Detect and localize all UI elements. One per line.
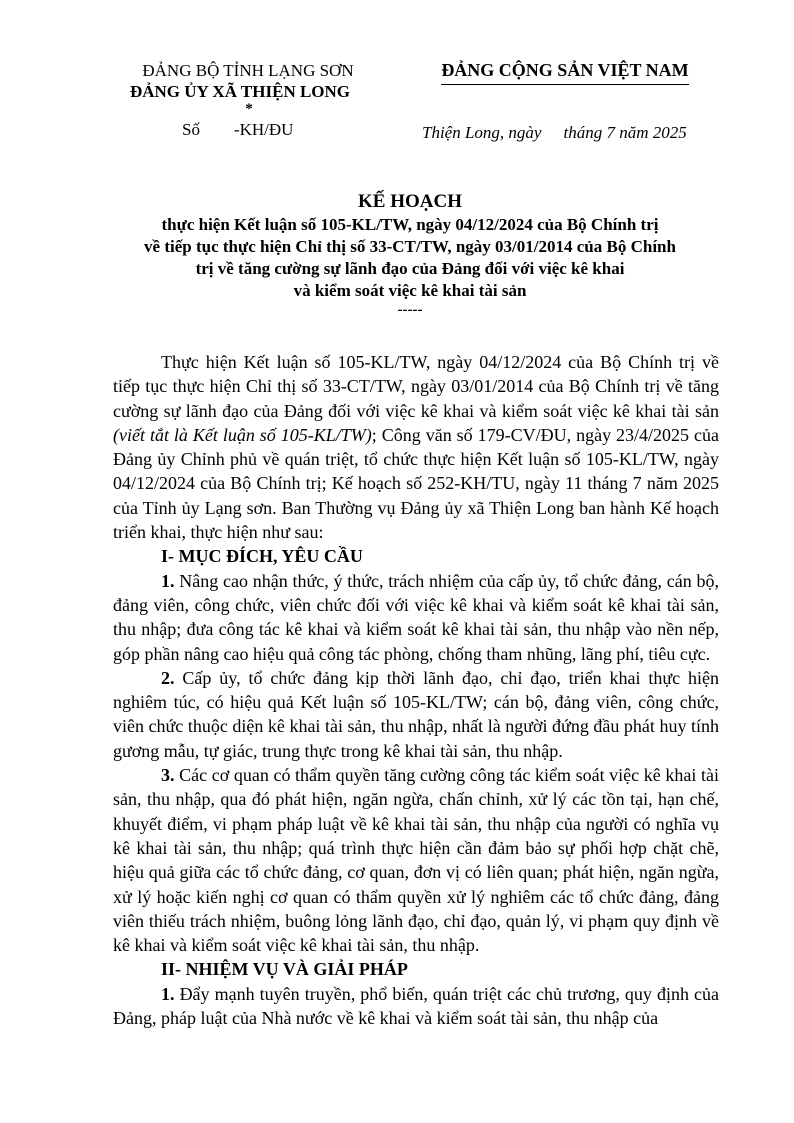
item-number: 1.	[161, 570, 175, 591]
national-header	[420, 58, 710, 145]
subtitle-line: thực hiện Kết luận số 105-KL/TW, ngày 04/12/2024 của Bộ Chính trị	[161, 215, 659, 234]
issuing-organization: ĐẢNG ỦY XÃ THIỆN LONG	[129, 82, 351, 101]
list-item: 3. Các cơ quan có thẩm quyền tăng cường công tác kiểm soát việc kê khai tài sản, thu nhập, qua đó phát hiện, ngăn ngừa, chấn chỉnh, xử lý các tồn tại, hạn chế, khuyết điểm, vi phạm pháp luật về kê khai tài sản, thu nhập của người có nghĩa vụ kê khai tài sản, thu nhập; quá trình thực hiện cần đảm bảo sự phối hợp chặt chẽ, hiệu quả giữa các tổ chức đảng, cơ quan, đơn vị có liên quan; phát hiện, ngăn ngừa, xử lý hoặc kiến nghị cơ quan có thẩm quyền xử lý nghiêm các tổ chức đảng, đảng viên thiếu trách nhiệm, buông lỏng lãnh đạo, chỉ đạo, quản lý, vi phạm quy định về kê khai và kiểm soát việc kê khai tài sản, thu nhập.	[113, 765, 719, 956]
section-heading-tasks: II- NHIỆM VỤ VÀ GIẢI PHÁP	[161, 959, 408, 980]
document-title: KẾ HOẠCH	[358, 191, 462, 212]
document-body	[113, 350, 719, 1030]
title-separator: -----	[397, 302, 423, 318]
issuer-header	[100, 60, 380, 142]
subtitle-line: về tiếp tục thực hiện Chỉ thị số 33-CT/TW, ngày 03/01/2014 của Bộ Chính	[144, 237, 676, 256]
subtitle-line: và kiểm soát việc kê khai tài sản	[293, 281, 527, 300]
subtitle-line: trị về tăng cường sự lãnh đạo của Đảng đối với việc kê khai	[195, 259, 625, 278]
document-title-block	[110, 190, 710, 318]
document-date	[420, 121, 710, 145]
list-item: 1. Nâng cao nhận thức, ý thức, trách nhiệm của cấp ủy, tổ chức đảng, cán bộ, đảng viên, công chức, viên chức đối với việc kê khai và kiểm soát kê khai tài sản, thu nhập; đưa công tác kê khai và kiểm soát kê khai tài sản, thu nhập vào nền nếp, góp phần nâng cao hiệu quả công tác phòng, chống tham nhũng, lãng phí, tiêu cực.	[113, 570, 719, 664]
list-item: 2. Cấp ủy, tổ chức đảng kịp thời lãnh đạo, chỉ đạo, triển khai thực hiện nghiêm túc, có hiệu quả Kết luận số 105-KL/TW; cán bộ, đảng viên, công chức, viên chức thuộc diện kê khai tài sản, thu nhập, nhất là người đứng đầu phát huy tính gương mẫu, tự giác, trung thực trong kê khai tài sản, thu nhập.	[113, 667, 719, 761]
list-item: 1. Đẩy mạnh tuyên truyền, phổ biến, quán triệt các chủ trương, quy định của Đảng, pháp luật của Nhà nước về kê khai và kiểm soát tài sản, thu nhập của	[113, 983, 719, 1029]
number-suffix: -KH/ĐU	[233, 120, 294, 139]
header-star: *	[245, 101, 253, 117]
item-number: 3.	[161, 765, 175, 786]
item-number: 1.	[161, 983, 175, 1004]
section-heading-purpose: I- MỤC ĐÍCH, YÊU CẦU	[161, 546, 363, 567]
document-number	[100, 118, 380, 142]
date-rest: tháng 7 năm 2025	[563, 123, 687, 142]
item-number: 2.	[161, 667, 175, 688]
parent-organization: ĐẢNG BỘ TỈNH LẠNG SƠN	[142, 61, 354, 80]
intro-paragraph: Thực hiện Kết luận số 105-KL/TW, ngày 04/12/2024 của Bộ Chính trị về tiếp tục thực hiện Chỉ thị số 33-CT/TW, ngày 03/01/2014 của Bộ Chính trị về tăng cường sự lãnh đạo của Đảng đối với việc kê khai và kiểm soát việc kê khai tài sản (viết tắt là Kết luận số 105-KL/TW); Công văn số 179-CV/ĐU, ngày 23/4/2025 của Đảng ủy Chỉnh phủ về quán triệt, tổ chức thực hiện Kết luận số 105-KL/TW, ngày 04/12/2024 của Bộ Chính trị; Kế hoạch số 252-KH/TU, ngày 11 tháng 7 năm 2025 của Tỉnh ủy Lạng sơn. Ban Thường vụ Đảng ủy xã Thiện Long ban hành Kế hoạch triển khai, thực hiện như sau:	[113, 352, 719, 543]
date-place: Thiện Long, ngày	[422, 123, 542, 142]
party-name: ĐẢNG CỘNG SẢN VIỆT NAM	[441, 58, 688, 85]
number-label: Số	[182, 120, 200, 139]
abbreviation-note: (viết tắt là Kết luận số 105-KL/TW)	[113, 424, 372, 445]
